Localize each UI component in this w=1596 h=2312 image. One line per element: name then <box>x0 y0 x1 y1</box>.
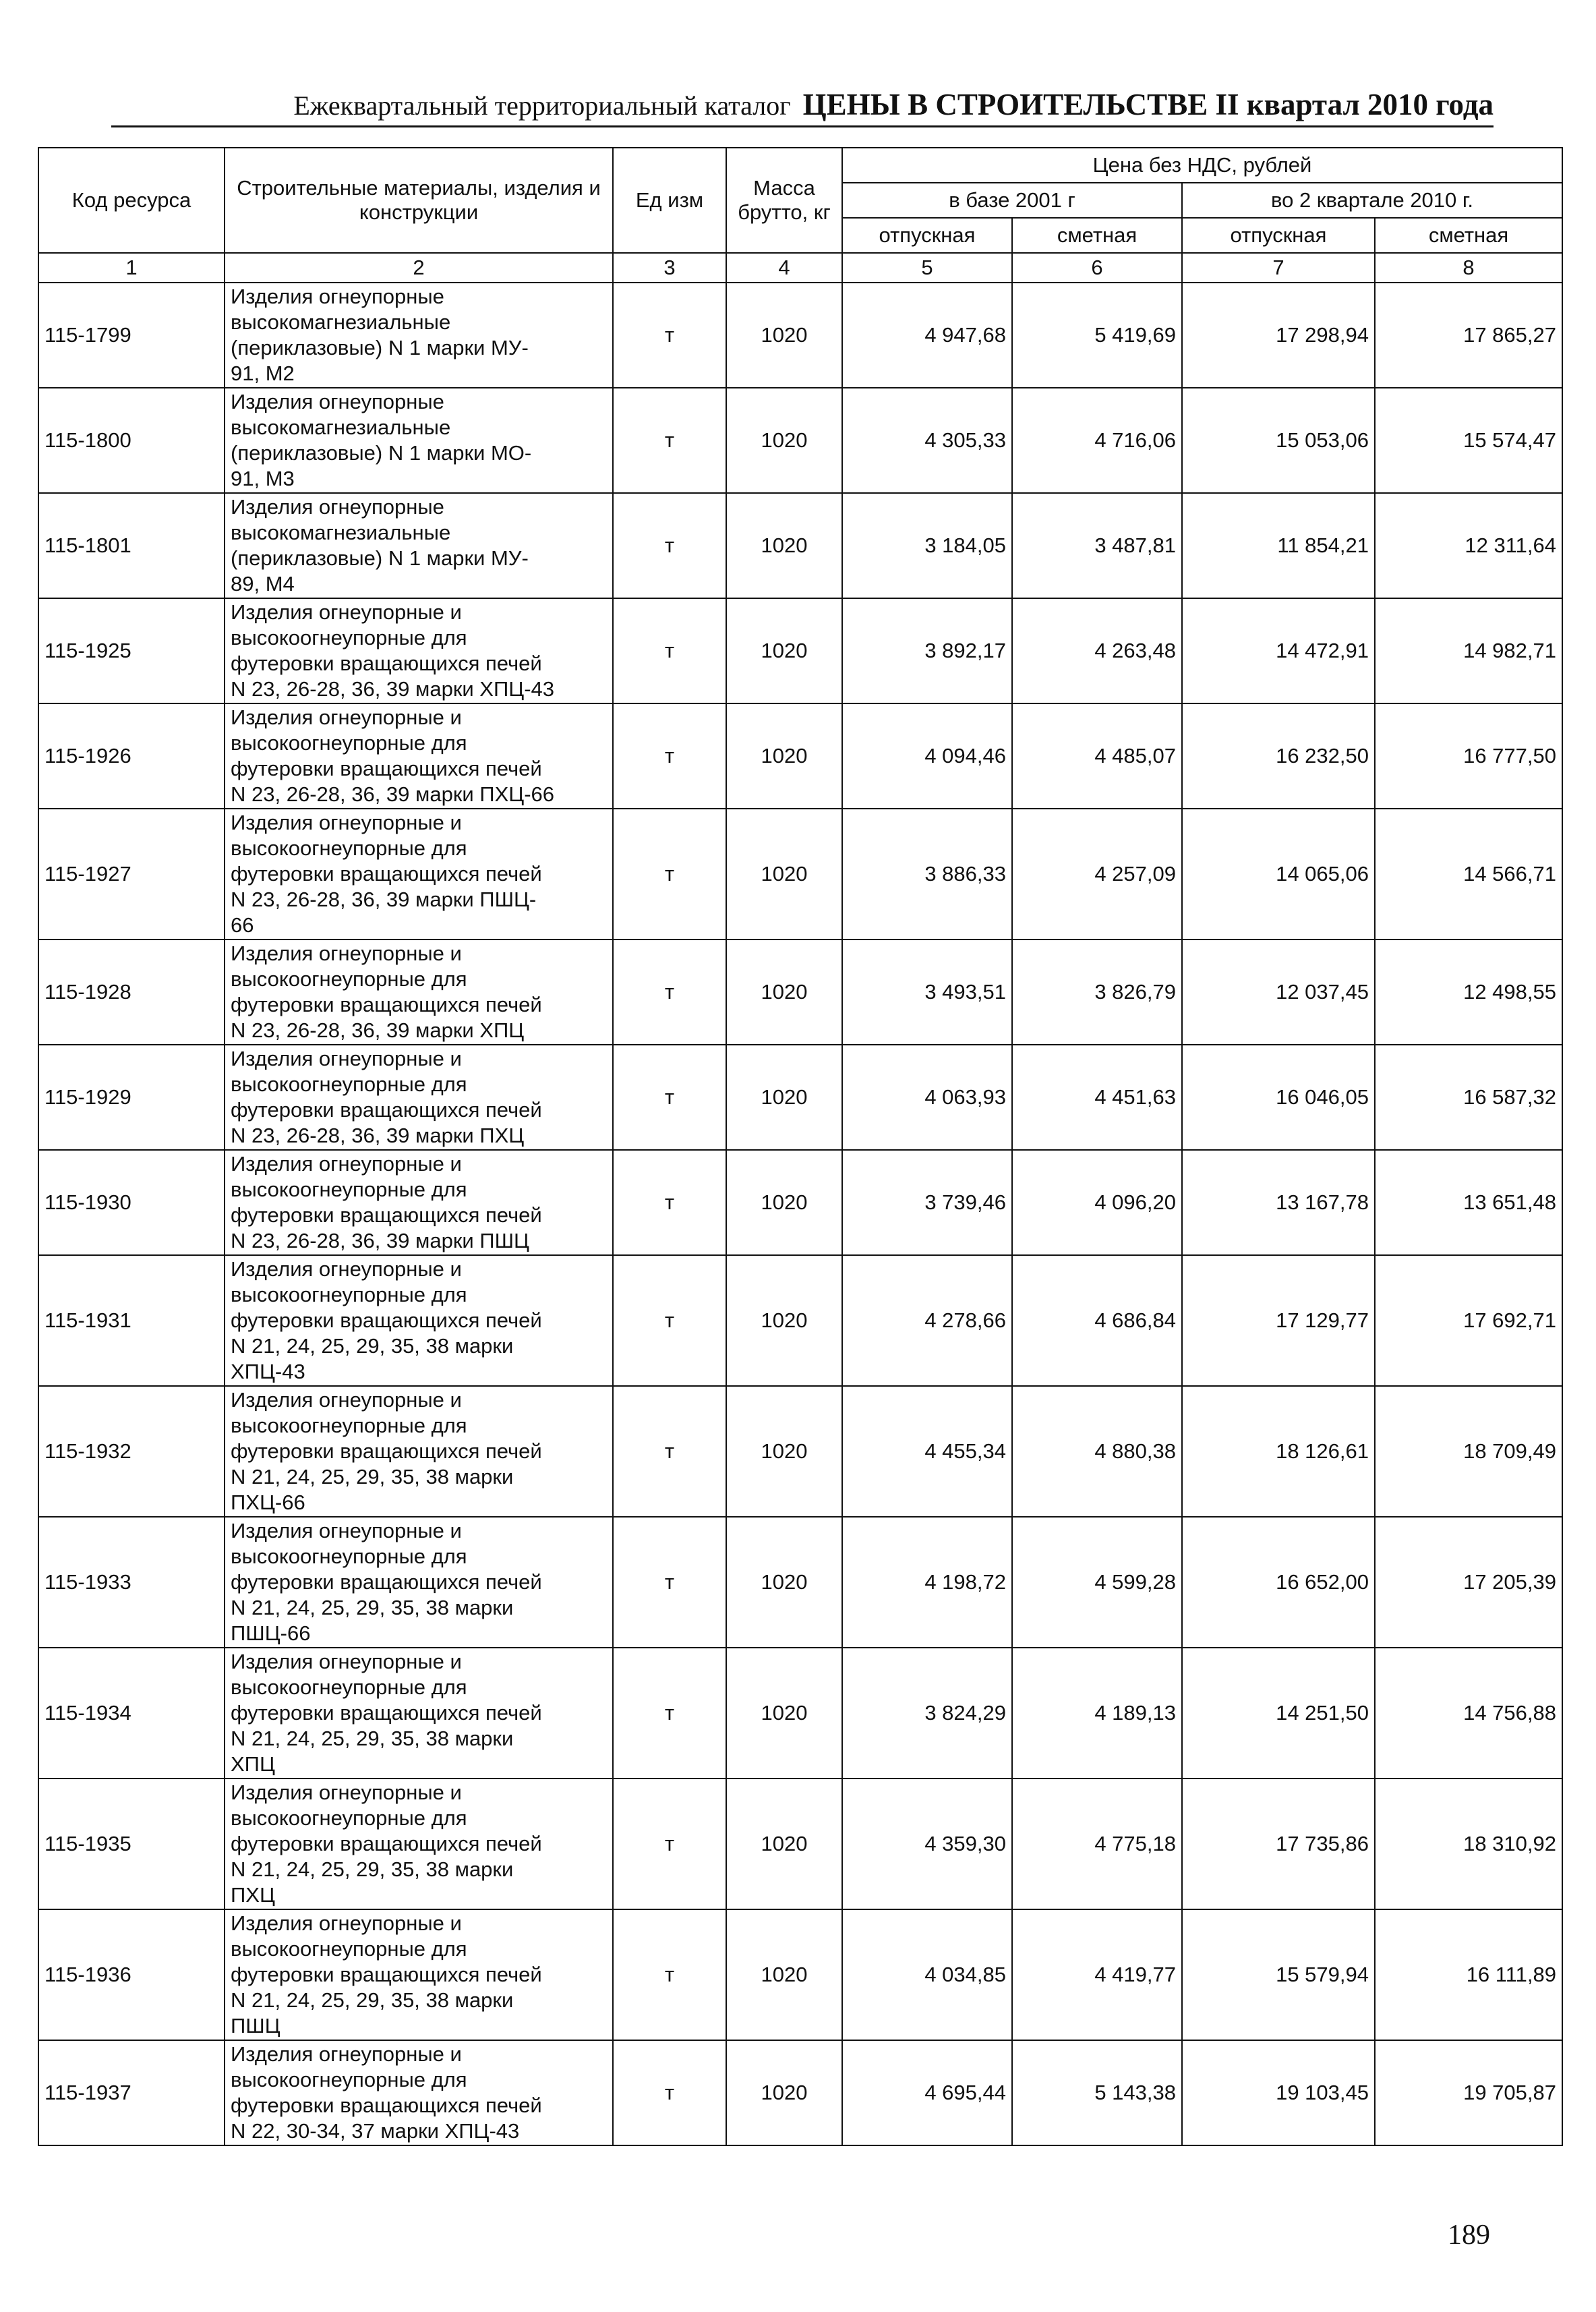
base-release-price: 3 886,33 <box>842 809 1012 940</box>
material-name-line: 89, М4 <box>231 572 295 596</box>
material-name-line: футеровки вращающихся печей <box>231 1098 542 1122</box>
material-name-line: футеровки вращающихся печей <box>231 1439 542 1463</box>
column-header-mass: Масса брутто, кг <box>726 148 842 253</box>
material-name-line: высокоогнеупорные для <box>231 1178 467 1201</box>
q2-estimate-price: 12 311,64 <box>1375 493 1562 598</box>
base-estimate-price: 4 189,13 <box>1012 1648 1182 1779</box>
mass: 1020 <box>726 2040 842 2145</box>
material-name-line: Изделия огнеупорные и <box>231 1152 462 1176</box>
material-name-line: футеровки вращающихся печей <box>231 993 542 1016</box>
material-name-line: N 23, 26-28, 36, 39 марки ХПЦ-43 <box>231 677 555 701</box>
q2-estimate-price: 19 705,87 <box>1375 2040 1562 2145</box>
mass: 1020 <box>726 1255 842 1386</box>
material-name-line: высокоогнеупорные для <box>231 2068 467 2091</box>
material-name-line: Изделия огнеупорные и <box>231 705 462 729</box>
column-number: 8 <box>1375 253 1562 283</box>
material-name-line: N 21, 24, 25, 29, 35, 38 марки <box>231 1857 514 1881</box>
material-name-line: высокоогнеупорные для <box>231 1544 467 1568</box>
q2-release-price: 14 251,50 <box>1182 1648 1375 1779</box>
material-name-line: футеровки вращающихся печей <box>231 1308 542 1332</box>
table-row <box>38 1150 1562 1255</box>
q2-release-price: 16 046,05 <box>1182 1045 1375 1150</box>
material-name <box>225 1150 613 1255</box>
material-name <box>225 2040 613 2145</box>
resource-code: 115-1935 <box>38 1779 225 1909</box>
base-release-price: 3 824,29 <box>842 1648 1012 1779</box>
mass: 1020 <box>726 809 842 940</box>
base-release-price: 4 063,93 <box>842 1045 1012 1150</box>
base-estimate-price: 3 826,79 <box>1012 940 1182 1045</box>
column-header-base-2001: в базе 2001 г <box>842 183 1182 218</box>
unit: т <box>613 1150 726 1255</box>
column-header-q2-2010: во 2 квартале 2010 г. <box>1182 183 1562 218</box>
material-name <box>225 1648 613 1779</box>
material-name-line: высокоогнеупорные для <box>231 1675 467 1699</box>
material-name <box>225 809 613 940</box>
column-number: 3 <box>613 253 726 283</box>
q2-estimate-price: 14 756,88 <box>1375 1648 1562 1779</box>
resource-code: 115-1926 <box>38 703 225 809</box>
base-release-price: 4 947,68 <box>842 283 1012 388</box>
unit: т <box>613 1648 726 1779</box>
column-number: 6 <box>1012 253 1182 283</box>
material-name-line: футеровки вращающихся печей <box>231 1832 542 1855</box>
catalog-header-title: ЦЕНЫ В СТРОИТЕЛЬСТВЕ II квартал 2010 года <box>802 88 1494 121</box>
q2-release-price: 15 579,94 <box>1182 1909 1375 2040</box>
table-row <box>38 2040 1562 2145</box>
table-row <box>38 1386 1562 1517</box>
material-name <box>225 388 613 493</box>
mass: 1020 <box>726 1150 842 1255</box>
q2-estimate-price: 12 498,55 <box>1375 940 1562 1045</box>
base-release-price: 4 695,44 <box>842 2040 1012 2145</box>
base-estimate-price: 3 487,81 <box>1012 493 1182 598</box>
mass: 1020 <box>726 1386 842 1517</box>
unit: т <box>613 1045 726 1150</box>
material-name-line: (периклазовые) N 1 марки МО- <box>231 441 532 465</box>
unit: т <box>613 703 726 809</box>
material-name-line: N 23, 26-28, 36, 39 марки ХПЦ <box>231 1018 525 1042</box>
material-name <box>225 283 613 388</box>
mass: 1020 <box>726 940 842 1045</box>
column-header-code: Код ресурса <box>38 148 225 253</box>
resource-code: 115-1936 <box>38 1909 225 2040</box>
q2-estimate-price: 13 651,48 <box>1375 1150 1562 1255</box>
base-estimate-price: 4 599,28 <box>1012 1517 1182 1648</box>
column-header-q2-estimate: сметная <box>1375 218 1562 253</box>
column-header-price-group: Цена без НДС, рублей <box>842 148 1562 183</box>
q2-estimate-price: 16 777,50 <box>1375 703 1562 809</box>
resource-code: 115-1937 <box>38 2040 225 2145</box>
material-name-line: высокоогнеупорные для <box>231 1414 467 1437</box>
unit: т <box>613 1517 726 1648</box>
mass: 1020 <box>726 493 842 598</box>
material-name-line: Изделия огнеупорные <box>231 285 444 308</box>
material-name-line: (периклазовые) N 1 марки МУ- <box>231 336 529 359</box>
base-estimate-price: 4 880,38 <box>1012 1386 1182 1517</box>
material-name-line: N 21, 24, 25, 29, 35, 38 марки <box>231 1988 514 2012</box>
material-name-line: футеровки вращающихся печей <box>231 1963 542 1986</box>
resource-code: 115-1799 <box>38 283 225 388</box>
q2-estimate-price: 15 574,47 <box>1375 388 1562 493</box>
unit: т <box>613 283 726 388</box>
material-name-line: ПХЦ-66 <box>231 1491 305 1514</box>
mass: 1020 <box>726 388 842 493</box>
material-name-line: высокоогнеупорные для <box>231 1072 467 1096</box>
base-estimate-price: 5 143,38 <box>1012 2040 1182 2145</box>
column-number: 5 <box>842 253 1012 283</box>
material-name <box>225 1517 613 1648</box>
q2-release-price: 13 167,78 <box>1182 1150 1375 1255</box>
q2-release-price: 16 652,00 <box>1182 1517 1375 1648</box>
column-header-name: Строительные материалы, изделия и конструкции <box>225 148 613 253</box>
resource-code: 115-1925 <box>38 598 225 703</box>
catalog-header-prefix: Ежеквартальный территориальный каталог <box>293 90 791 121</box>
unit: т <box>613 493 726 598</box>
table-row <box>38 598 1562 703</box>
material-name <box>225 1909 613 2040</box>
material-name-line: N 21, 24, 25, 29, 35, 38 марки <box>231 1334 514 1358</box>
material-name <box>225 940 613 1045</box>
mass: 1020 <box>726 283 842 388</box>
table-row <box>38 1045 1562 1150</box>
mass: 1020 <box>726 1648 842 1779</box>
base-release-price: 3 739,46 <box>842 1150 1012 1255</box>
table-row <box>38 1517 1562 1648</box>
base-release-price: 3 493,51 <box>842 940 1012 1045</box>
material-name-line: футеровки вращающихся печей <box>231 757 542 780</box>
material-name <box>225 493 613 598</box>
base-estimate-price: 4 451,63 <box>1012 1045 1182 1150</box>
material-name-line: Изделия огнеупорные <box>231 390 444 413</box>
mass: 1020 <box>726 1909 842 2040</box>
base-estimate-price: 4 257,09 <box>1012 809 1182 940</box>
table-row <box>38 1779 1562 1909</box>
table-body <box>38 283 1562 2145</box>
resource-code: 115-1928 <box>38 940 225 1045</box>
mass: 1020 <box>726 1045 842 1150</box>
material-name-line: высокоогнеупорные для <box>231 1283 467 1306</box>
material-name-line: высокоогнеупорные для <box>231 1937 467 1961</box>
material-name-line: высокоогнеупорные для <box>231 836 467 860</box>
material-name-line: футеровки вращающихся печей <box>231 652 542 675</box>
material-name-line: ПХЦ <box>231 1883 275 1907</box>
material-name-line: Изделия огнеупорные и <box>231 1781 462 1804</box>
material-name-line: N 21, 24, 25, 29, 35, 38 марки <box>231 1465 514 1489</box>
table-row <box>38 388 1562 493</box>
unit: т <box>613 809 726 940</box>
table-row <box>38 283 1562 388</box>
column-header-q2-release: отпускная <box>1182 218 1375 253</box>
material-name-line: Изделия огнеупорные и <box>231 1257 462 1281</box>
material-name-line: футеровки вращающихся печей <box>231 862 542 886</box>
material-name-line: высокомагнезиальные <box>231 310 451 334</box>
material-name-line: футеровки вращающихся печей <box>231 2093 542 2117</box>
material-name <box>225 1779 613 1909</box>
column-number: 4 <box>726 253 842 283</box>
base-estimate-price: 5 419,69 <box>1012 283 1182 388</box>
unit: т <box>613 598 726 703</box>
material-name-line: Изделия огнеупорные и <box>231 2042 462 2066</box>
column-header-base-estimate: сметная <box>1012 218 1182 253</box>
mass: 1020 <box>726 598 842 703</box>
table-row <box>38 703 1562 809</box>
material-name <box>225 598 613 703</box>
material-name <box>225 1045 613 1150</box>
table-row <box>38 1255 1562 1386</box>
unit: т <box>613 2040 726 2145</box>
base-release-price: 3 892,17 <box>842 598 1012 703</box>
base-release-price: 4 455,34 <box>842 1386 1012 1517</box>
mass: 1020 <box>726 703 842 809</box>
column-header-base-release: отпускная <box>842 218 1012 253</box>
material-name-line: N 23, 26-28, 36, 39 марки ПХЦ-66 <box>231 782 555 806</box>
table-row <box>38 809 1562 940</box>
column-header-unit: Ед изм <box>613 148 726 253</box>
base-estimate-price: 4 263,48 <box>1012 598 1182 703</box>
q2-estimate-price: 14 982,71 <box>1375 598 1562 703</box>
mass: 1020 <box>726 1517 842 1648</box>
table-header-row <box>38 148 1562 183</box>
q2-estimate-price: 16 587,32 <box>1375 1045 1562 1150</box>
base-estimate-price: 4 419,77 <box>1012 1909 1182 2040</box>
catalog-header <box>111 80 1494 130</box>
q2-release-price: 17 129,77 <box>1182 1255 1375 1386</box>
material-name-line: высокоогнеупорные для <box>231 731 467 755</box>
material-name <box>225 1386 613 1517</box>
resource-code: 115-1933 <box>38 1517 225 1648</box>
base-release-price: 4 198,72 <box>842 1517 1012 1648</box>
q2-release-price: 18 126,61 <box>1182 1386 1375 1517</box>
column-numbers-row <box>38 253 1562 283</box>
table-row <box>38 1909 1562 2040</box>
table-row <box>38 1648 1562 1779</box>
material-name-line: (периклазовые) N 1 марки МУ- <box>231 546 529 570</box>
resource-code: 115-1931 <box>38 1255 225 1386</box>
unit: т <box>613 940 726 1045</box>
material-name-line: Изделия огнеупорные и <box>231 942 462 965</box>
header-rule <box>111 125 1494 127</box>
unit: т <box>613 1779 726 1909</box>
material-name-line: 91, М3 <box>231 467 295 490</box>
page-number: 189 <box>1448 2220 1490 2251</box>
resource-code: 115-1929 <box>38 1045 225 1150</box>
q2-estimate-price: 16 111,89 <box>1375 1909 1562 2040</box>
q2-estimate-price: 17 205,39 <box>1375 1517 1562 1648</box>
table-row <box>38 940 1562 1045</box>
material-name-line: Изделия огнеупорные <box>231 495 444 519</box>
base-release-price: 4 278,66 <box>842 1255 1012 1386</box>
material-name-line: ПШЦ <box>231 2014 280 2038</box>
material-name-line: Изделия огнеупорные и <box>231 811 462 834</box>
q2-release-price: 14 472,91 <box>1182 598 1375 703</box>
price-table <box>38 147 1563 2146</box>
mass: 1020 <box>726 1779 842 1909</box>
column-number: 2 <box>225 253 613 283</box>
q2-estimate-price: 17 692,71 <box>1375 1255 1562 1386</box>
material-name-line: N 22, 30-34, 37 марки ХПЦ-43 <box>231 2119 520 2143</box>
material-name-line: Изделия огнеупорные и <box>231 1650 462 1673</box>
q2-release-price: 17 298,94 <box>1182 283 1375 388</box>
material-name-line: Изделия огнеупорные и <box>231 1047 462 1070</box>
q2-estimate-price: 14 566,71 <box>1375 809 1562 940</box>
material-name-line: ПШЦ-66 <box>231 1621 311 1645</box>
base-estimate-price: 4 485,07 <box>1012 703 1182 809</box>
q2-estimate-price: 18 310,92 <box>1375 1779 1562 1909</box>
material-name-line: N 21, 24, 25, 29, 35, 38 марки <box>231 1596 514 1619</box>
q2-release-price: 12 037,45 <box>1182 940 1375 1045</box>
material-name-line: Изделия огнеупорные и <box>231 1911 462 1935</box>
base-estimate-price: 4 716,06 <box>1012 388 1182 493</box>
material-name-line: футеровки вращающихся печей <box>231 1701 542 1725</box>
q2-release-price: 17 735,86 <box>1182 1779 1375 1909</box>
unit: т <box>613 388 726 493</box>
base-release-price: 4 305,33 <box>842 388 1012 493</box>
material-name-line: высокоогнеупорные для <box>231 626 467 649</box>
material-name-line: Изделия огнеупорные и <box>231 600 462 624</box>
q2-release-price: 16 232,50 <box>1182 703 1375 809</box>
material-name-line: 91, М2 <box>231 362 295 385</box>
material-name-line: футеровки вращающихся печей <box>231 1570 542 1594</box>
q2-estimate-price: 18 709,49 <box>1375 1386 1562 1517</box>
material-name-line: высокоогнеупорные для <box>231 1806 467 1830</box>
material-name-line: ХПЦ <box>231 1752 275 1776</box>
column-number: 7 <box>1182 253 1375 283</box>
q2-release-price: 14 065,06 <box>1182 809 1375 940</box>
unit: т <box>613 1255 726 1386</box>
base-estimate-price: 4 686,84 <box>1012 1255 1182 1386</box>
resource-code: 115-1934 <box>38 1648 225 1779</box>
material-name-line: N 23, 26-28, 36, 39 марки ПХЦ <box>231 1124 525 1147</box>
resource-code: 115-1801 <box>38 493 225 598</box>
q2-release-price: 11 854,21 <box>1182 493 1375 598</box>
material-name <box>225 703 613 809</box>
resource-code: 115-1930 <box>38 1150 225 1255</box>
base-release-price: 4 359,30 <box>842 1779 1012 1909</box>
resource-code: 115-1927 <box>38 809 225 940</box>
material-name-line: Изделия огнеупорные и <box>231 1388 462 1412</box>
base-release-price: 4 034,85 <box>842 1909 1012 2040</box>
column-number: 1 <box>38 253 225 283</box>
table-row <box>38 493 1562 598</box>
unit: т <box>613 1386 726 1517</box>
material-name-line: высокомагнезиальные <box>231 415 451 439</box>
material-name-line: футеровки вращающихся печей <box>231 1203 542 1227</box>
unit: т <box>613 1909 726 2040</box>
material-name <box>225 1255 613 1386</box>
resource-code: 115-1932 <box>38 1386 225 1517</box>
q2-estimate-price: 17 865,27 <box>1375 283 1562 388</box>
material-name-line: ХПЦ-43 <box>231 1360 305 1383</box>
q2-release-price: 15 053,06 <box>1182 388 1375 493</box>
material-name-line: N 21, 24, 25, 29, 35, 38 марки <box>231 1727 514 1750</box>
material-name-line: 66 <box>231 913 254 937</box>
material-name-line: N 23, 26-28, 36, 39 марки ПШЦ- <box>231 888 537 911</box>
base-estimate-price: 4 096,20 <box>1012 1150 1182 1255</box>
base-release-price: 4 094,46 <box>842 703 1012 809</box>
resource-code: 115-1800 <box>38 388 225 493</box>
base-estimate-price: 4 775,18 <box>1012 1779 1182 1909</box>
material-name-line: Изделия огнеупорные и <box>231 1519 462 1542</box>
base-release-price: 3 184,05 <box>842 493 1012 598</box>
material-name-line: высокомагнезиальные <box>231 521 451 544</box>
material-name-line: N 23, 26-28, 36, 39 марки ПШЦ <box>231 1229 529 1252</box>
q2-release-price: 19 103,45 <box>1182 2040 1375 2145</box>
material-name-line: высокоогнеупорные для <box>231 967 467 991</box>
